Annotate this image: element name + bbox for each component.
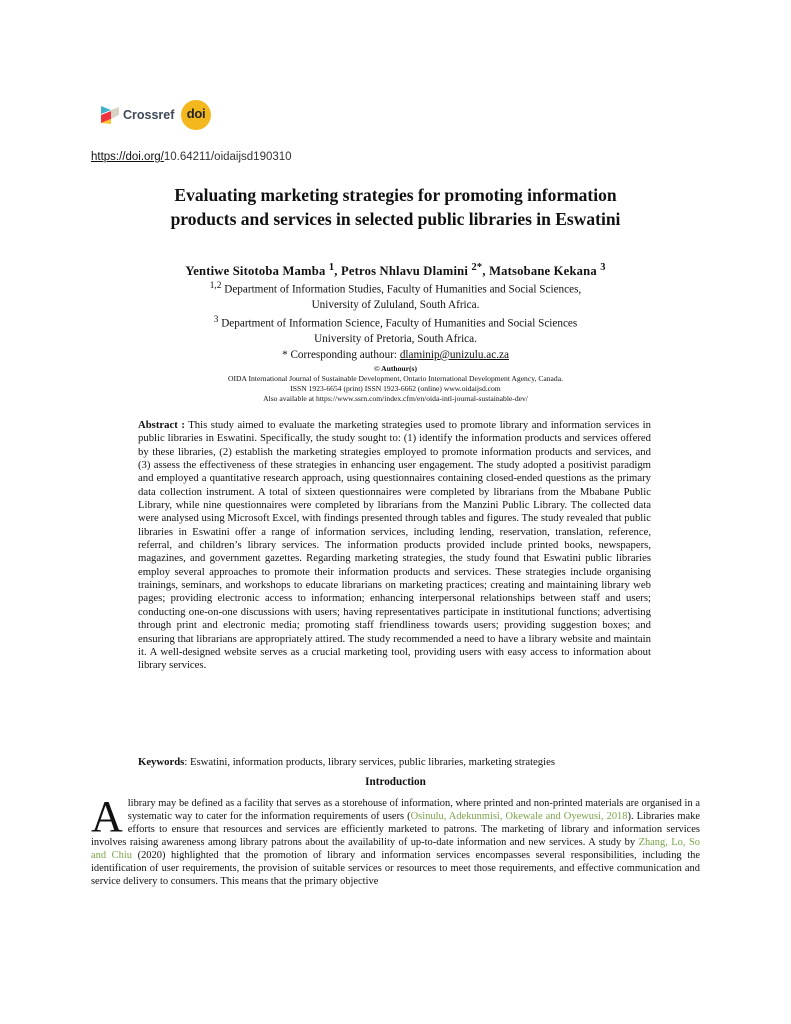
corr-email-link[interactable]: dlaminip@unizulu.ac.za (399, 348, 509, 361)
abstract-text: This study aimed to evaluate the marketing strategies used to promote library and information services in public libraries in Eswatini. Specifically, the study sought to: (1) identify the information products and services offered by these libraries, (2) establish the marketing strategies employed to promote information products and services, and (3) assess the effectiveness of these strategies in enhancing user engagement. The study adopted a positivist paradigm and employed a quantitative research approach, using questionnaires containing closed-ended questions as the primary data collection instrument. A total of sixteen questionnaires were completed by librarians from the Mbabane Public Library, while nine questionnaires were completed by librarians from the Manzini Public Library. The collected data were analysed using Microsoft Excel, with findings presented through tables and figures. The study revealed that public libraries in Eswatini offer a range of information services, including lending, reservation, translation, reference, referral, and children’s library services. The information products provided include printed books, newspapers, magazines, and government gazettes. Regarding marketing strategies, the study found that Eswatini public libraries employ several approaches to promote their information products and services. These strategies include organising trainings, seminars, and workshops to educate librarians on marketing practices; creating and maintaining library web pages; providing electronic access to information; enhancing interpersonal relationships between staff and users; conducting one-on-one discussions with users; having representatives participate in institutional functions; advertising through print and electronic media; promoting staff friendliness towards users; providing suggestion boxes; and ensuring that librarians are appropriately attired. The study recommended a need to have a library website and maintain it. A well-designed website serves as a crucial marketing tool, providing users with easy access to information about library services. (138, 419, 651, 672)
author-2: Petros Nhlavu Dlamini (340, 264, 469, 279)
citation-link[interactable]: Osinulu, Adekunmisi, Okewale and Oyewusi, 2018 (410, 811, 628, 823)
author-separator: , (334, 264, 341, 279)
author-1: Yentiwe Sitotoba Mamba (185, 264, 326, 279)
author-3-sup: 3 (600, 262, 606, 273)
copyright-line-2: OIDA International Journal of Sustainable Development, Ontario International Development Agency, Canada. (227, 374, 563, 384)
keywords-text: : Eswatini, information products, library services, public libraries, marketing strategies (184, 756, 556, 768)
crossref-logo-icon (99, 104, 121, 126)
copyright-block (90, 364, 701, 404)
title-line-1: Evaluating marketing strategies for promoting information (174, 185, 617, 205)
keywords-label: Keywords (138, 756, 185, 768)
abstract-label: Abstract : (138, 419, 185, 431)
drop-cap: A (91, 792, 123, 841)
title-line-2: products and services in selected public libraries in Eswatini (170, 209, 621, 229)
affil-2-sup: 3 (213, 315, 219, 326)
affil-1-sup: 1,2 (209, 281, 222, 291)
affiliation-1-line-2: University of Zululand, South Africa. (311, 299, 480, 312)
introduction-body (91, 792, 701, 889)
author-1-sup: 1 (328, 262, 335, 273)
intro-part-3: (2020) highlighted that the promotion of library and information services encompasses several responsibilities, including the identification of user requirements, the provision of suitable services or resources to meet those requirements, and effective communication and service delivery to consumers. This means that the primary objective (91, 850, 701, 888)
intro-part-2: ). Libraries make efforts to ensure that resources and services are efficiently marketed to patrons. The marketing of library and information services involves raising awareness among library patrons about the availability of up-to-date information and new services. A study by (91, 811, 700, 849)
affil-2-text: Department of Information Science, Faculty of Humanities and Social Sciences (218, 318, 578, 331)
doi-logo-icon (181, 100, 211, 130)
abstract (138, 419, 651, 673)
affiliation-2-line-1 (90, 313, 701, 332)
doi-link[interactable] (91, 151, 292, 163)
author-2-sup: 2* (471, 262, 483, 273)
author-separator: , (482, 264, 490, 279)
affiliation-2-line-2: University of Pretoria, South Africa. (314, 333, 477, 346)
publisher-logos (99, 100, 239, 134)
affiliation-1-line-1 (90, 279, 701, 298)
corr-label: * Corresponding authour: (282, 348, 400, 361)
copyright-line-4: Also available at https://www.ssrn.com/index.cfm/en/oida-intl-journal-sustainable-dev/ (263, 394, 528, 404)
doi-badge-label: doi (186, 106, 206, 121)
introduction-heading: Introduction (365, 776, 426, 788)
intro-part-1: library may be defined as a facility that serves as a storehouse of information, where printed and non-printed materials are organised in a systematic way to cater for the information requirements of users ( (127, 798, 700, 823)
keywords (138, 756, 651, 768)
affiliations (90, 279, 701, 363)
citation-link[interactable]: Zhang, Lo, So and Chiu (91, 837, 700, 862)
crossref-label: Crossref (123, 108, 175, 122)
copyright-line-1: © Authour(s) (373, 364, 417, 373)
doi-base[interactable]: https://doi.org/ (91, 151, 164, 163)
author-list (90, 262, 701, 279)
affil-1-text: Department of Information Studies, Faculty of Humanities and Social Sciences, (221, 283, 582, 296)
copyright-line-3: ISSN 1923-6654 (print) ISSN 1923-6662 (online) www.oidaijsd.com (290, 384, 501, 394)
author-3: Matsobane Kekana (489, 264, 597, 279)
corresponding-author (90, 348, 701, 363)
doi-suffix[interactable]: 10.64211/oidaijsd190310 (163, 151, 292, 163)
paper-title (90, 183, 701, 231)
